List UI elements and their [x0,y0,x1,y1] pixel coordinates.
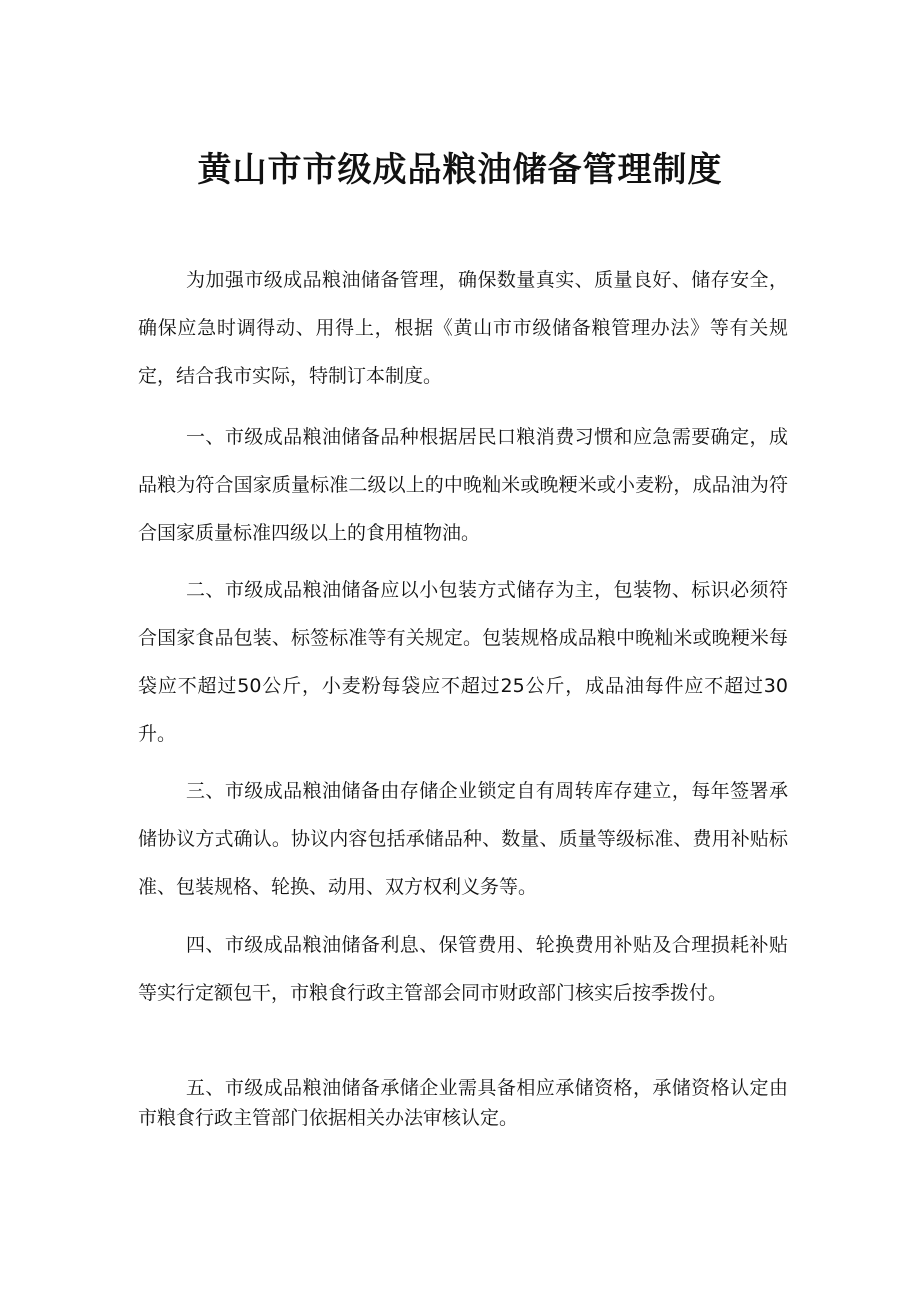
paragraph-article-2: 二、市级成品粮油储备应以小包装方式储存为主，包装物、标识必须符合国家食品包装、标签标准等有关规定。包装规格成品粮中晚籼米或晚粳米每袋应不超过50公斤，小麦粉每袋应不超过25公斤，成品油每件应不超过30升。 [138,579,788,745]
paragraph-article-4: 四、市级成品粮油储备利息、保管费用、轮换费用补贴及合理损耗补贴等实行定额包干，市粮食行政主管部会同市财政部门核实后按季拨付。 [138,934,788,1004]
paragraph-article-5: 五、市级成品粮油储备承储企业需具备相应承储资格，承储资格认定由市粮食行政主管部门依据相关办法审核认定。 [138,1077,788,1129]
paragraph-article-1: 一、市级成品粮油储备品种根据居民口粮消费习惯和应急需要确定，成品粮为符合国家质量标准二级以上的中晚籼米或晚粳米或小麦粉，成品油为符合国家质量标准四级以上的食用植物油。 [138,426,788,544]
paragraph-article-3: 三、市级成品粮油储备由存储企业锁定自有周转库存建立，每年签署承储协议方式确认。协议内容包括承储品种、数量、质量等级标准、费用补贴标准、包装规格、轮换、动用、双方权利义务等。 [138,780,788,898]
page-title: 黄山市市级成品粮油储备管理制度 [197,149,723,190]
paragraph-intro: 为加强市级成品粮油储备管理，确保数量真实、质量良好、储存安全，确保应急时调得动、用得上，根据《黄山市市级储备粮管理办法》等有关规定，结合我市实际，特制订本制度。 [138,269,788,387]
